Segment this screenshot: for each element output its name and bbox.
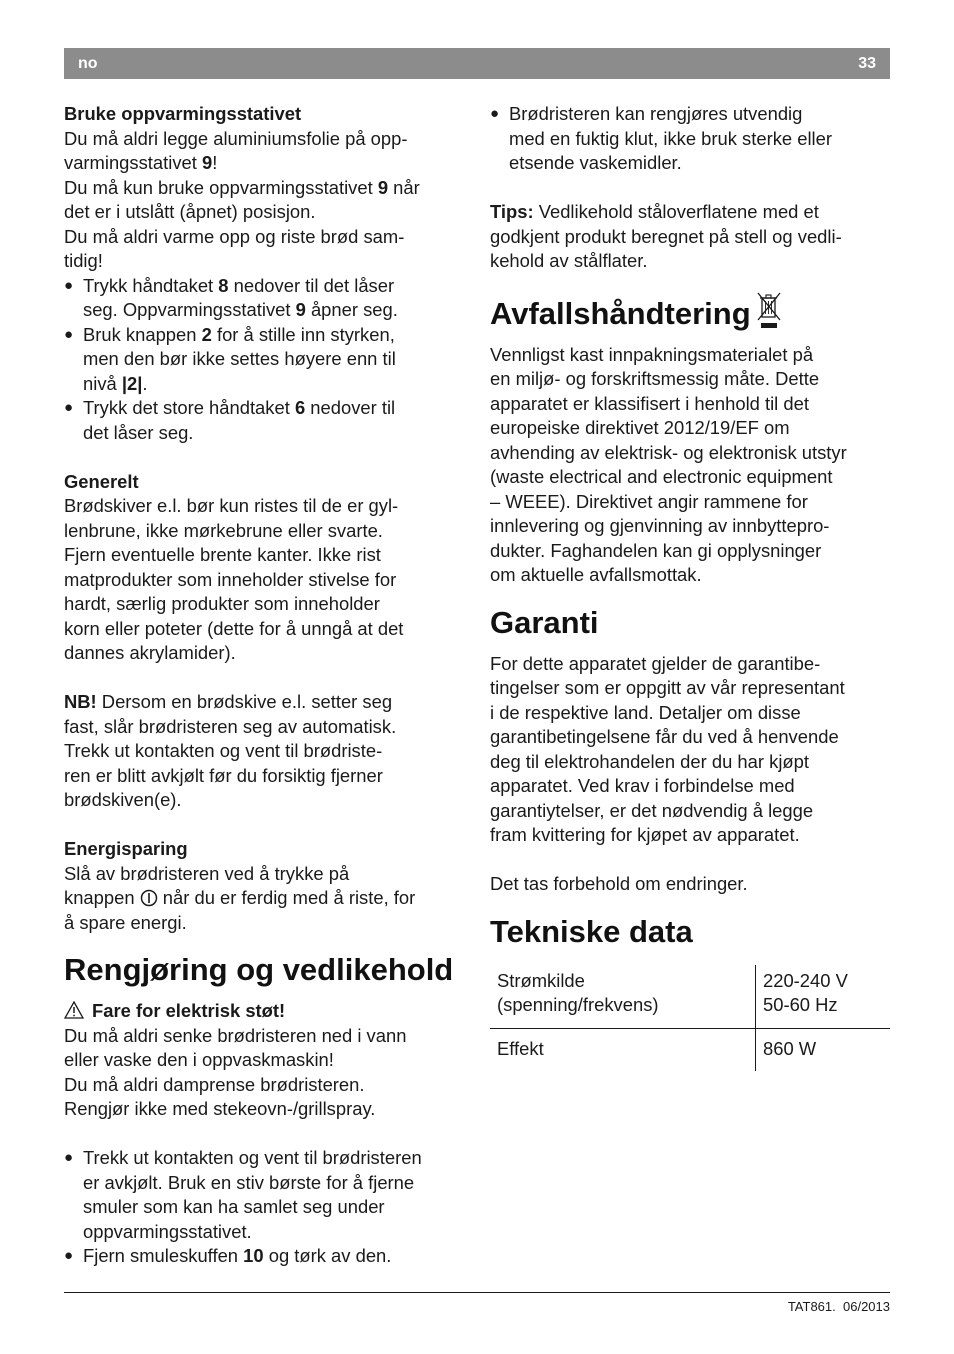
table-cell-key: Effekt xyxy=(490,1028,756,1071)
cleaning-list xyxy=(64,1146,468,1269)
list-item xyxy=(64,323,468,397)
paragraph-line xyxy=(64,690,468,715)
ref-number: 9 xyxy=(201,152,213,173)
ref-number: 10 xyxy=(243,1245,264,1266)
text: Brødristeren kan rengjøres utvendig xyxy=(509,103,803,124)
model-number: TAT861. xyxy=(787,1299,836,1314)
list-item xyxy=(64,1244,468,1269)
paragraph-line: avhending av elektrisk- og elektronisk utstyr xyxy=(490,441,847,463)
paragraph-line: (waste electrical and electronic equipment xyxy=(490,466,833,487)
spacer xyxy=(64,813,468,838)
heading-heating-rack: Bruke oppvarmingsstativet xyxy=(64,103,302,124)
left-column xyxy=(64,102,468,1269)
paragraph-line: Du må aldri varme opp og riste brød sam- xyxy=(64,225,405,247)
paragraph-line: ren er blitt avkjølt før du forsiktig fjerner xyxy=(64,764,383,786)
paragraph-line xyxy=(490,200,890,225)
publish-date: 06/2013 xyxy=(843,1299,890,1314)
list-item xyxy=(64,396,468,445)
paragraph-line: Trekk ut kontakten og vent til brødriste- xyxy=(64,740,383,761)
text: knappen xyxy=(64,887,140,908)
text: Strømkilde xyxy=(497,969,585,991)
text: når du er ferdig med å riste, for xyxy=(157,887,416,908)
ref-number: 8 xyxy=(218,274,229,296)
nb-label: NB! xyxy=(64,691,97,712)
text: for å stille inn styrken, xyxy=(211,323,395,345)
text: Du må aldri legge aluminiumsfolie på opp- xyxy=(64,127,408,149)
table-cell-value xyxy=(756,965,891,1029)
paragraph-line: Du må aldri senke brødristeren ned i vann xyxy=(64,1024,407,1046)
page-number: 33 xyxy=(858,55,876,72)
ref-number: 9 xyxy=(295,299,306,320)
footer-text xyxy=(788,1299,890,1314)
text: Vedlikehold ståloverflatene med et xyxy=(533,201,819,222)
paragraph-line xyxy=(64,176,468,201)
heading-waste xyxy=(490,290,890,333)
text: etsende vaskemidler. xyxy=(509,152,682,173)
paragraph-line: Rengjør ikke med stekeovn-/grillspray. xyxy=(64,1098,376,1119)
crossed-bin-icon xyxy=(755,290,783,330)
text: Trykk håndtaket xyxy=(83,274,219,296)
table-row xyxy=(490,1028,890,1071)
ref-number: |2| xyxy=(121,372,143,394)
paragraph-line: dannes akrylamider). xyxy=(64,642,236,663)
text: Bruk knappen xyxy=(83,323,202,345)
spacer xyxy=(490,176,890,201)
heading-general: Generelt xyxy=(64,470,139,492)
text: med en fuktig klut, ikke bruk sterke eller xyxy=(509,127,832,149)
text: seg. Oppvarmingsstativet xyxy=(83,299,296,320)
text: Trykk det store håndtaket xyxy=(83,397,295,418)
paragraph-line: fram kvittering for kjøpet av apparatet. xyxy=(490,824,800,845)
section-heading-wrap xyxy=(490,274,890,343)
text: Trekk ut kontakten og vent til brødristeren xyxy=(83,1147,422,1168)
text: åpner seg. xyxy=(305,299,398,320)
heading-technical-data: Tekniske data xyxy=(490,913,693,949)
paragraph-line: å spare energi. xyxy=(64,911,187,933)
paragraph-line: tidig! xyxy=(64,250,103,271)
heading-text: Avfallshåndtering xyxy=(490,295,751,331)
table-row xyxy=(490,965,890,1029)
paragraph-line: innlevering og gjenvinning av innbyttepro- xyxy=(490,515,830,536)
paragraph-line: Det tas forbehold om endringer. xyxy=(490,873,748,894)
paragraph-line: For dette apparatet gjelder de garantibe- xyxy=(490,652,821,674)
paragraph-line: kehold av stålflater. xyxy=(490,250,648,271)
tips-label: Tips: xyxy=(490,201,534,222)
paragraph-line: Slå av brødristeren ved å trykke på xyxy=(64,862,350,884)
list-item xyxy=(490,102,890,176)
paragraph-line: deg til elektrohandelen der du har kjøpt xyxy=(490,750,809,772)
heading-cleaning: Rengjøring og vedlikehold xyxy=(64,952,454,987)
text: nedover til det låser xyxy=(228,274,395,296)
warning-triangle-icon xyxy=(64,1001,84,1019)
paragraph-line: Fjern eventuelle brente kanter. Ikke rist xyxy=(64,544,381,565)
text: når xyxy=(388,176,420,198)
spacer xyxy=(64,666,468,691)
text: det låser seg. xyxy=(83,421,194,443)
paragraph-line xyxy=(64,151,468,176)
footer-divider xyxy=(64,1292,890,1293)
paragraph-line: – WEEE). Direktivet angir rammene for xyxy=(490,490,808,512)
section-heading-wrap xyxy=(490,588,890,652)
section-heading-wrap xyxy=(490,897,890,961)
paragraph-line: korn eller poteter (dette for å unngå at det xyxy=(64,617,404,639)
paragraph-line: Vennligst kast innpakningsmaterialet på xyxy=(490,343,814,365)
text: Dersom en brødskive e.l. setter seg xyxy=(96,691,393,712)
paragraph-line: apparatet er klassifisert i henhold til det xyxy=(490,392,809,414)
paragraph-line: hardt, særlig produkter som inneholder xyxy=(64,593,380,614)
paragraph-line: i de respektive land. Detaljer om disse xyxy=(490,701,801,723)
heading-warranty: Garanti xyxy=(490,604,599,640)
list-item xyxy=(64,274,468,323)
spacer xyxy=(64,1122,468,1147)
right-column xyxy=(490,102,890,1071)
text: men den bør ikke settes høyere enn til xyxy=(83,348,396,369)
paragraph-line: det er i utslått (åpnet) posisjon. xyxy=(64,201,316,222)
paragraph-line: Du må aldri damprense brødristeren. xyxy=(64,1073,365,1095)
paragraph-line: garantibetingelsene får du ved å henvende xyxy=(490,726,839,747)
paragraph-line: tingelser som er oppgitt av vår representant xyxy=(490,677,845,698)
text: nivå xyxy=(83,372,122,394)
spacer xyxy=(64,445,468,470)
paragraph-line: europeiske direktivet 2012/19/EF om xyxy=(490,417,790,438)
section-heading-wrap xyxy=(64,935,468,999)
warning-line xyxy=(64,999,468,1024)
paragraph-line: garantiytelser, er det nødvendig å legge xyxy=(490,799,814,821)
ref-number: 2 xyxy=(201,323,212,345)
text: ! xyxy=(212,152,218,173)
spacer xyxy=(490,848,890,873)
paragraph-line: Brødskiver e.l. bør kun ristes til de er gyl- xyxy=(64,495,399,516)
text: er avkjølt. Bruk en stiv børste for å fjerne xyxy=(83,1171,415,1193)
table-cell-value: 860 W xyxy=(756,1028,891,1071)
paragraph-line: dukter. Faghandelen kan gi opplysninger xyxy=(490,539,822,561)
warning-text: Fare for elektrisk støt! xyxy=(92,1000,286,1021)
text: 220-240 V xyxy=(763,969,848,991)
text: . xyxy=(142,372,148,394)
table-cell-key xyxy=(490,965,756,1029)
language-code: no xyxy=(78,55,98,72)
paragraph-line xyxy=(64,886,468,911)
paragraph-line: om aktuelle avfallsmottak. xyxy=(490,564,702,585)
ref-number: 6 xyxy=(294,397,306,418)
text: 50-60 Hz xyxy=(763,994,838,1015)
paragraph-line: eller vaske den i oppvaskmaskin! xyxy=(64,1049,334,1070)
text: (spenning/frekvens) xyxy=(497,994,659,1015)
paragraph-line: brødskiven(e). xyxy=(64,789,182,810)
paragraph-line: matprodukter som inneholder stivelse for xyxy=(64,568,397,590)
paragraph-line: apparatet. Ved krav i forbindelse med xyxy=(490,775,795,796)
paragraph-line xyxy=(64,127,468,152)
paragraph-line: en miljø- og forskriftsmessig måte. Dette xyxy=(490,368,820,389)
text: nedover til xyxy=(305,397,396,418)
cleaning-list-continued xyxy=(490,102,890,176)
power-icon xyxy=(140,889,158,907)
list-item xyxy=(64,1146,468,1244)
ref-number: 9 xyxy=(377,176,389,198)
instruction-list xyxy=(64,274,468,446)
paragraph-line: lenbrune, ikke mørkebrune eller svarte. xyxy=(64,519,383,541)
technical-data-table xyxy=(490,965,890,1072)
text: smuler som kan ha samlet seg under xyxy=(83,1196,385,1217)
paragraph-line: fast, slår brødristeren seg av automatisk. xyxy=(64,715,397,737)
page-header-bar xyxy=(64,48,890,79)
text: oppvarmingsstativet. xyxy=(83,1220,252,1242)
text: Du må kun bruke oppvarmingsstativet xyxy=(64,176,378,198)
heading-energy-saving: Energisparing xyxy=(64,838,188,859)
text: og tørk av den. xyxy=(263,1245,392,1266)
text: Fjern smuleskuffen xyxy=(83,1245,244,1266)
text: varmingsstativet xyxy=(64,152,202,173)
paragraph-line: godkjent produkt beregnet på stell og vedli- xyxy=(490,225,842,247)
